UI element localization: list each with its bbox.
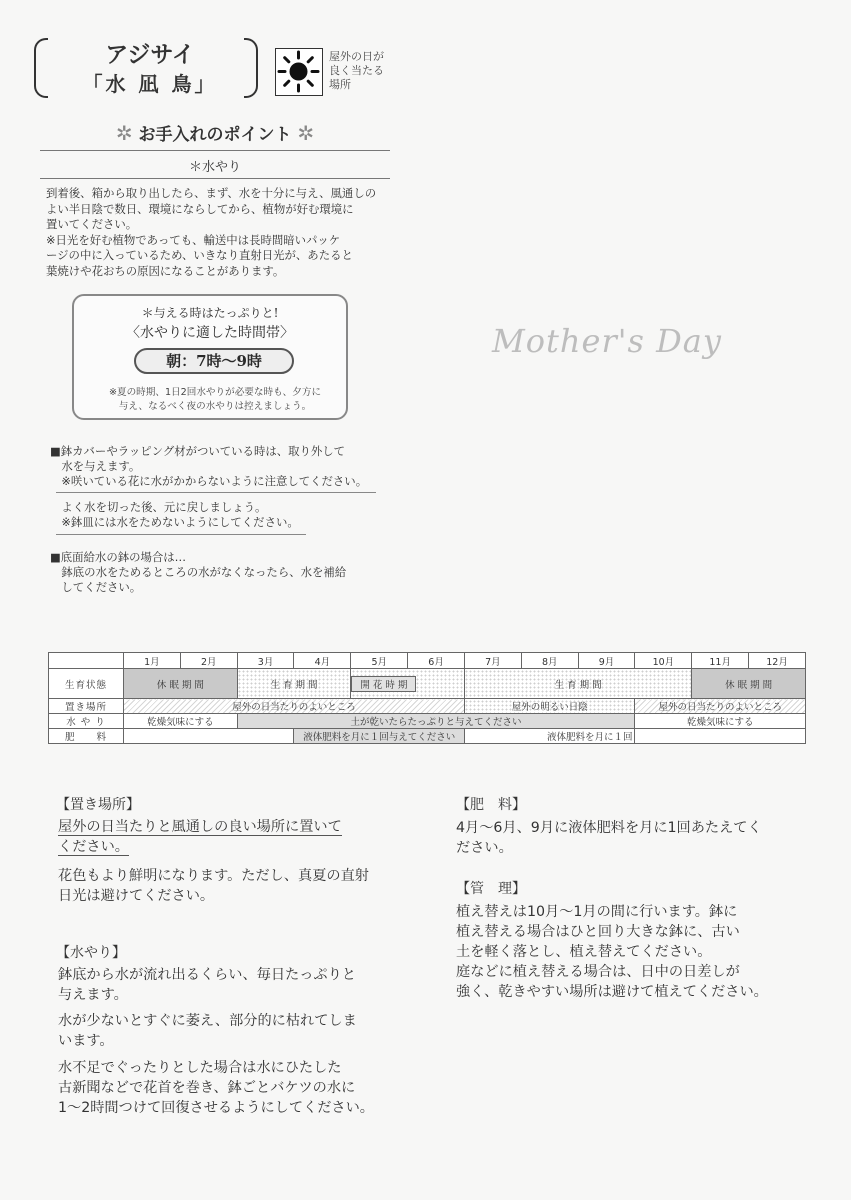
note-line: よく水を切った後、元に戻しましょう。 (50, 500, 267, 514)
row-label: 水 や り (49, 714, 124, 729)
flower-star-icon: ✲ (115, 121, 133, 145)
watering-line: 1〜2時間つけて回復させるようにしてください。 (58, 1100, 374, 1116)
time-box-line2: 〈水やりに適した時間帯〉 (126, 325, 294, 341)
growth-period: 生 育 期 間 (237, 669, 351, 699)
watering-line: 水不足でぐったりとした場合は水にひたした (58, 1060, 342, 1076)
month-header: 2月 (180, 653, 237, 669)
month-header: 10月 (635, 653, 692, 669)
management-text (456, 902, 806, 1002)
right-bracket (244, 38, 258, 98)
sun-label-line: 良く当たる (329, 64, 384, 77)
place-cell: 屋外の日当たりのよいところ (635, 699, 806, 714)
row-label: 置き場所 (49, 699, 124, 714)
management-line: 植え替えは10月〜1月の間に行います。鉢に (456, 904, 738, 920)
flowering-period (351, 669, 465, 699)
note-line: ■底面給水の鉢の場合は… (50, 550, 187, 564)
fertilizer-line: 4月〜6月、9月に液体肥料を月に1回あたえてく (456, 820, 762, 836)
intro-line: ※日光を好む植物であっても、輸送中は長時間暗いパッケ (46, 232, 341, 247)
month-header: 12月 (749, 653, 806, 669)
place-main-line: 屋外の日当たりと風通しの良い場所に置いて (58, 819, 342, 835)
management-line: 庭などに植え替える場合は、日中の日差しが (456, 964, 740, 980)
intro-line: ージの中に入っているため、いきなり直射日光が、あたると (46, 248, 353, 263)
water-cell: 土が乾いたらたっぷりと与えてください (237, 714, 635, 729)
sun-location-label (329, 50, 399, 92)
month-header: 7月 (464, 653, 521, 669)
calendar-place-row (49, 699, 806, 714)
watering-p3 (58, 1058, 403, 1118)
fert-cell (635, 729, 806, 744)
dormant-period: 休 眠 期 間 (124, 669, 238, 699)
watering-line: 鉢底から水が流れ出るくらい、毎日たっぷりと (58, 967, 356, 983)
time-box-line1: ＊与える時はたっぷりと! (141, 306, 279, 320)
fertilizer-heading: 【肥 料】 (456, 797, 526, 813)
fert-cell (124, 729, 294, 744)
plant-variety: 「水 凪 鳥」 (82, 72, 218, 96)
fert-cell: 液体肥料を月に１回与えてください (294, 729, 464, 744)
calendar-growth-row (49, 669, 806, 699)
watering-line: 古新聞などで花首を巻き、鉢ごとバケツの水に (58, 1080, 356, 1096)
dormant-period: 休 眠 期 間 (692, 669, 806, 699)
place-main-text (58, 817, 403, 857)
row-label: 肥 料 (49, 729, 124, 744)
growth-period: 生 育 期 間 (464, 669, 691, 699)
watering-time-pill: 朝：7時〜9時 (134, 348, 294, 374)
sun-label-line: 場所 (329, 78, 351, 91)
management-heading: 【管 理】 (456, 881, 526, 897)
place-sub-line: 日光は避けてください。 (58, 888, 215, 904)
flower-star-icon: ✲ (297, 121, 315, 145)
month-header: 1月 (124, 653, 181, 669)
bottom-watering-note (50, 550, 380, 595)
drain-note (50, 500, 380, 530)
watering-p1 (58, 965, 403, 1005)
place-sub-text (58, 866, 403, 906)
care-calendar (48, 652, 806, 744)
month-header: 11月 (692, 653, 749, 669)
intro-line: よい半日陰で数日、環境にならしてから、植物が好む環境に (46, 201, 354, 216)
watering-line: 与えます。 (58, 987, 128, 1003)
intro-line: 到着後、箱から取り出したら、まず、水を十分に与え、風通しの (46, 186, 377, 200)
water-cell: 乾燥気味にする (635, 714, 806, 729)
watering-time-box (72, 294, 348, 420)
row-label: 生育状態 (49, 669, 124, 699)
intro-line: 置いてください。 (46, 217, 138, 232)
month-header: 5月 (351, 653, 408, 669)
month-header: 3月 (237, 653, 294, 669)
note-line: 水を与えます。 (50, 459, 141, 473)
fertilizer-line: ださい。 (456, 840, 513, 856)
time-box-note-line: ※夏の時期、1日2回水やりが必要な時も、夕方に (108, 387, 322, 398)
divider (40, 178, 390, 179)
divider (40, 150, 390, 151)
sun-label-line: 屋外の日が (329, 50, 384, 63)
note-line: ■鉢カバーやラッピング材がついている時は、取り外して (50, 444, 346, 458)
care-points-title-text: お手入れのポイント (138, 125, 292, 145)
month-header: 8月 (521, 653, 578, 669)
place-sub-line: 花色もより鮮明になります。ただし、真夏の直射 (58, 868, 369, 884)
note-line: 鉢底の水をためるところの水がなくなったら、水を補給 (50, 565, 347, 579)
plant-name: アジサイ (105, 41, 195, 68)
note-line: ※咲いている花に水がかからないように注意してください。 (50, 474, 368, 488)
place-cell: 屋外の日当たりのよいところ (124, 699, 465, 714)
month-header: 6月 (408, 653, 465, 669)
management-line: 植え替える場合はひと回り大きな鉢に、古い (456, 924, 740, 940)
calendar-water-row (49, 714, 806, 729)
intro-line: 葉焼けや花おちの原因になることがあります。 (46, 263, 285, 278)
fert-cell: 液体肥料を月に１回 (464, 729, 634, 744)
watering-heading: 【水やり】 (56, 945, 126, 961)
watering-p2 (58, 1011, 403, 1051)
mothers-day-watermark: Mother's Day (492, 322, 722, 360)
watering-line: 水が少ないとすぐに萎え、部分的に枯れてしま (58, 1013, 357, 1029)
flowering-tag: 開 花 時 期 (351, 676, 416, 692)
calendar-corner (49, 653, 124, 669)
note-underline (56, 492, 376, 493)
place-main-line: ください。 (58, 839, 129, 855)
time-box-note-line: 与え、なるべく夜の水やりは控えましょう。 (118, 401, 312, 412)
wrapping-note (50, 444, 380, 489)
intro-text (46, 186, 386, 280)
month-header: 9月 (578, 653, 635, 669)
sun-icon (275, 48, 323, 96)
note-underline (56, 534, 306, 535)
fertilizer-text (456, 818, 806, 858)
month-header: 4月 (294, 653, 351, 669)
note-line: してください。 (50, 580, 142, 594)
calendar-fert-row (49, 729, 806, 744)
note-line: ※鉢皿には水をためないようにしてください。 (50, 515, 299, 529)
care-points-title (40, 120, 390, 145)
place-heading: 【置き場所】 (56, 797, 140, 813)
time-box-note (90, 386, 340, 414)
place-cell: 屋外の明るい日陰 (464, 699, 634, 714)
left-bracket (34, 38, 48, 98)
management-line: 強く、乾きやすい場所は避けて植えてください。 (456, 984, 768, 1000)
water-cell: 乾燥気味にする (124, 714, 238, 729)
calendar-month-row (49, 653, 806, 669)
watering-line: います。 (58, 1033, 114, 1049)
watering-subtitle: ＊水やり (188, 160, 241, 175)
management-line: 土を軽く落とし、植え替えてください。 (456, 944, 712, 960)
